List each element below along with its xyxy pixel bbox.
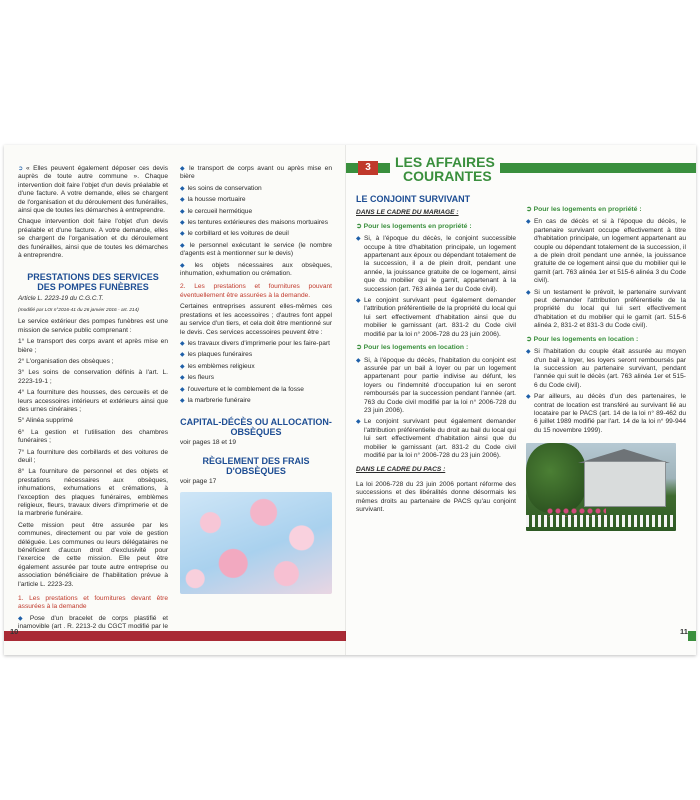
left-page xyxy=(4,145,346,655)
service-item: 3° Les soins de conservation définis à l'art. L. 2223-19-1 ; xyxy=(18,369,168,385)
page-number-left: 10 xyxy=(10,627,19,636)
service-item: 1° Le transport des corps avant et après mise en bière ; xyxy=(18,338,168,354)
house-shape xyxy=(584,461,666,507)
partner-loc-item: ◆ Si l'habitation du couple était assurée au moyen d'un bail à loyer, les loyers seront remboursés par la succession au partenaire survivant, pendant l'année qui suit le décès (art. 763 alinéa 1er et 515-6 du Code civil). xyxy=(526,348,686,389)
note-red-2: 2. Les prestations et fournitures pouvant éventuellement être assurées à la demande. xyxy=(180,283,332,299)
service-intro: Le service extérieur des pompes funèbres est une mission de service public comprenant : xyxy=(18,318,168,334)
bullet-icon: ◆ xyxy=(180,262,192,269)
item: ◆ le corbillard et les voitures de deuil xyxy=(180,230,289,238)
service-item: 7° La fourniture des corbillards et des voitures de deuil ; xyxy=(18,448,168,464)
footer-bar-left xyxy=(4,631,346,641)
accessoire-item: ◆ les fleurs xyxy=(180,374,215,382)
accessoire-item: ◆ la marbrerie funéraire xyxy=(180,396,251,404)
bullet-icon: ◆ xyxy=(180,242,187,249)
right-col1 xyxy=(356,195,516,517)
cherry-blossom-photo xyxy=(180,492,332,594)
service-item: 6° La gestion et l'utilisation des chambres funéraires ; xyxy=(18,428,168,445)
page-number-right: 11 xyxy=(680,627,688,636)
mission-para: Cette mission peut être assurée par les communes, directement ou par voie de gestion déléguée. Les communes ou leurs délégataires ne bénéficient d'aucun droit d'exclusivité pour l'exercice de cette mission. Elle peut être également assurée par toute autre entreprise ou association bénéficiaire de l'habilitation prévue à l'article L. 2223-23. xyxy=(18,521,168,588)
right-page xyxy=(346,145,696,655)
bullet-icon: ◆ xyxy=(180,185,185,192)
bullet-icon: ◆ xyxy=(356,298,361,305)
bullet-icon: ◆ xyxy=(526,289,531,296)
cadre-mariage: DANS LE CADRE DU MARIAGE : xyxy=(356,209,459,217)
loc-item: ◆ Le conjoint survivant peut également demander l'attribution préférentielle du droit au bail du local qui lui sert effectivement d'habitation ainsi que du mobilier le garnissant (art. 831-2 du Code civil modifié par la loi n° 2006-728 du 23 juin 2006). xyxy=(356,418,516,459)
bullet-icon: ◆ xyxy=(180,375,185,382)
item: ◆ les soins de conservation xyxy=(180,184,262,192)
partner-location-heading: ➲ Pour les logements en location : xyxy=(526,335,639,343)
brochure-spread xyxy=(4,145,696,655)
bullet-icon: ◆ xyxy=(356,419,361,426)
chapter-number: 3 xyxy=(358,161,378,175)
loc-item: ◆ Si, à l'époque du décès, l'habitation du conjoint est assurée par un bail à loyer ou par un logement appartenant pour partie indivise au défunt, les loyers ou l'indemnité d'occupation lui en seront remboursés par la succession pendant l'année (art. 763 du Code civil modifié par la loi n° 2006-728 du 23 juin 2006). xyxy=(356,356,516,414)
reglement-title: RÈGLEMENT DES FRAIS D'OBSÈQUES xyxy=(202,455,310,476)
item: ◆ le personnel exécutant le service (le nombre d'agents est à mentionner sur le devis) xyxy=(180,241,332,258)
item: ◆ les tentures extérieures des maisons mortuaires xyxy=(180,219,328,227)
section-article: Article L. 2223-19 du C.G.C.T. xyxy=(18,295,104,303)
section-title: PRESTATIONS DES SERVICES DES POMPES FUNÈBRES xyxy=(27,272,159,293)
fence-shape xyxy=(526,515,676,527)
service-item: 5° Alinéa supprimé xyxy=(18,417,74,425)
bullet-icon: ◆ xyxy=(180,340,185,347)
bullet-icon: ◆ xyxy=(180,386,185,393)
bullet-icon: ◆ xyxy=(18,615,27,622)
arrow-icon: ➲ xyxy=(356,222,364,230)
service-item: 2° L'organisation des obsèques ; xyxy=(18,357,114,365)
note-red-1: 1. Les prestations et fournitures devant être assurées à la demande xyxy=(18,595,168,611)
bullet-icon: ◆ xyxy=(180,352,185,359)
bullet-icon: ◆ xyxy=(526,219,531,226)
accessoire-item: ◆ les emblèmes religieux xyxy=(180,362,255,370)
accessoire-item: ◆ l'ouverture et le comblement de la fosse xyxy=(180,385,304,393)
pacs-para: La loi 2006-728 du 23 juin 2006 portant réforme des successions et des libéralités donne désormais les mêmes droits au partenaire de PACS qu'au conjoint survivant. xyxy=(356,480,516,513)
section-note: (modifié par LOI n°2016-41 du 26 janvier 2016 - art. 214) xyxy=(18,307,139,313)
bullet-icon: ◆ xyxy=(356,357,361,364)
reglement-ref: voir page 17 xyxy=(180,477,217,485)
bullet-icon: ◆ xyxy=(180,231,185,238)
right-col2 xyxy=(526,201,686,531)
item: ◆ la housse mortuaire xyxy=(180,196,246,204)
partner-prop-item: ◆ En cas de décès et si à l'époque du décès, le partenaire survivant occupe effectivement à titre d'habitation principale, un logement appartenant au couple ou dépendant totalement de la succession, il a de plein droit pendant une année, la jouissance gratuite de ce logement ainsi que du mobilier qui le garnit (art. 763 alinéa 1er et 515-6 alinéa 3 du Code civil). xyxy=(526,218,686,285)
intro-bullet: ➲ « Elles peuvent également déposer ces devis auprès de toute autre commune ». Chaque intervention doit faire l'objet d'un devis préalable et d'une facture. A votre demande, elles se chargent de l'organisation et du déroulement des funérailles, ainsi que de toutes les démarches à entreprendre. xyxy=(18,165,168,215)
item: ◆ les objets nécessaires aux obsèques, inhumation, exhumation ou crémation. xyxy=(180,261,332,278)
bullet-icon: ◆ xyxy=(180,363,185,370)
logements-location-heading: ➲ Pour les logements en location : xyxy=(356,344,469,352)
arrow-icon: ➲ xyxy=(526,206,534,213)
capital-ref: voir pages 18 et 19 xyxy=(180,439,237,447)
partner-propriete-heading: ➲ Pour les logements en propriété : xyxy=(526,206,642,213)
chapter-title-line2: COURANTES xyxy=(403,168,492,184)
capital-title: CAPITAL-DÉCÈS OU ALLOCATION-OBSÈQUES xyxy=(180,417,332,438)
bullet-icon: ◆ xyxy=(180,166,187,172)
cadre-pacs: DANS LE CADRE DU PACS : xyxy=(356,466,446,474)
bullet-icon: ◆ xyxy=(180,197,185,204)
bullet-icon: ◆ xyxy=(180,220,185,227)
pose-bullet: ◆ Pose d'un bracelet de corps plastifié et inamovible (art . R. 2213-2 du CGCT modifié par le xyxy=(18,614,168,631)
bullet-icon: ◆ xyxy=(180,208,185,215)
partner-loc-item: ◆ Par ailleurs, au décès d'un des partenaires, le contrat de location est transféré au survivant lié au locataire par le PACS (art. 14 de la loi n° 89-462 du 6 juillet 1989 modifié par l'art. 14 de la loi n° 99-944 du 15 novembre 1999). xyxy=(526,393,686,434)
intro-para: Chaque intervention doit faire l'objet d'un devis préalable et d'une facture. A votre demande, elles se chargent de l'organisation et du déroulement des funérailles, ainsi que de toutes les démarches à entreprendre. xyxy=(18,218,168,260)
bullet-icon: ◆ xyxy=(356,236,361,243)
accessoire-item: ◆ les travaux divers d'imprimerie pour les faire-part xyxy=(180,339,330,347)
chapter-title xyxy=(390,155,500,183)
arrow-icon: ➲ xyxy=(356,344,364,352)
house-photo xyxy=(526,443,676,531)
footer-bar-right xyxy=(688,631,696,641)
service-item: 8° La fourniture de personnel et des objets et prestations nécessaires aux obsèques, inhumations, exhumations et crémations, à l'exception des plaques funéraires, emblèmes religieux, fleurs, travaux divers d'imprimerie et de la marbrerie funéraire. xyxy=(18,468,168,518)
service-item: 4° La fourniture des housses, des cercueils et de leurs accessoires intérieurs et extérieurs ainsi que des urnes cinéraires ; xyxy=(18,389,168,413)
arrow-icon: ➲ xyxy=(526,335,534,343)
item: ◆ le cercueil hermétique xyxy=(180,207,253,215)
tree-shape xyxy=(526,443,586,513)
prop-item: ◆ Le conjoint survivant peut également demander l'attribution préférentielle de la propriété du local qui lui sert effectivement d'habitation ainsi que du mobilier le garnissant (art. 831-2 du Code civil modifié par la loi n° 2006-728 du 23 juin 2006). xyxy=(356,297,516,338)
item: ◆ le transport de corps avant ou après mise en bière xyxy=(180,165,333,181)
prop-item: ◆ Si, à l'époque du décès, le conjoint successible occupe à titre d'habitation principale, un logement appartenant aux époux ou dépendant totalement de la succession, il a de plein droit, pendant une année, la jouissance gratuite de ce logement, ainsi que du mobilier qui le garnit, appartenant à la succession (art. 763 alinéa 1er du Code civil). xyxy=(356,235,516,293)
left-col1 xyxy=(18,165,168,643)
left-col2 xyxy=(180,165,332,594)
bullet-icon: ◆ xyxy=(526,394,531,401)
accessoire-item: ◆ les plaques funéraires xyxy=(180,351,253,359)
logements-propriete-heading: ➲ Pour les logements en propriété : xyxy=(356,222,472,230)
bullet-icon: ◆ xyxy=(526,349,531,356)
partner-prop-item: ◆ Si un testament le prévoit, le partenaire survivant peut demander l'attribution préférentielle de la propriété du local qui lui sert effectivement d'habitation et du mobilier qui le garnit (art. 515-6 alinéa 2, 831-2 et 831-3 du Code civil). xyxy=(526,288,686,330)
certaines-para: Certaines entreprises assurent elles-mêmes ces prestations et les accessoires ; d'autres font appel au service d'un tiers, et cela doit être mentionné sur le devis. Ces services accessoires peuvent être : xyxy=(180,303,332,336)
bullet-icon: ➲ xyxy=(18,166,24,172)
conjoint-heading: LE CONJOINT SURVIVANT xyxy=(356,194,471,204)
bullet-icon: ◆ xyxy=(180,397,185,404)
chapter-title-line1: LES AFFAIRES xyxy=(395,154,495,170)
